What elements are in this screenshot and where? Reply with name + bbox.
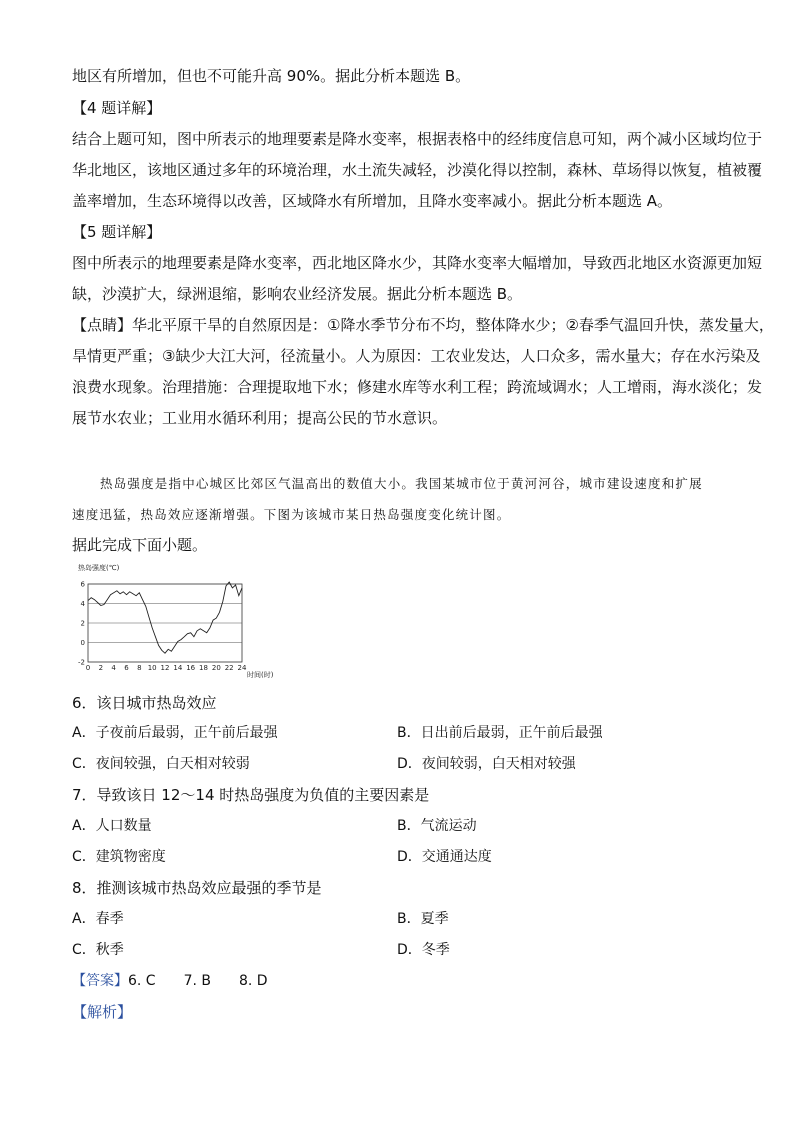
- answer-text: 6. C 7. B 8. D: [128, 973, 268, 989]
- chart-y-tick-label: 4: [80, 600, 85, 608]
- heat-island-chart: [72, 562, 292, 682]
- chart-x-tick-label: 2: [98, 664, 104, 672]
- answer-label: 【答案】: [72, 973, 128, 989]
- chart-x-tick-label: 14: [173, 664, 183, 672]
- paragraph-line: 浪费水现象。治理措施：合理提取地下水；修建水库等水利工程；跨流域调水；人工增雨，海水淡化；发: [72, 378, 763, 396]
- chart-x-axis-label: 时间(时): [247, 671, 274, 679]
- paragraph-line: 图中所表示的地理要素是降水变率，西北地区降水少，其降水变率大幅增加，导致西北地区水资源更加短: [72, 254, 763, 272]
- chart-x-tick-label: 4: [111, 664, 116, 672]
- tip-text: 华北平原干旱的自然原因是：①降水季节分布不均，整体降水少；②春季气温回升快，蒸发量大，: [132, 316, 774, 334]
- chart-x-tick-label: 22: [224, 664, 234, 672]
- paragraph-line: 盖率增加，生态环境得以改善，区域降水有所增加，且降水变率减小。据此分析本题选 A。: [72, 192, 673, 210]
- chart-svg: [72, 562, 292, 682]
- paragraph-line: 地区有所增加，但也不可能升高 90%。据此分析本题选 B。: [72, 67, 471, 85]
- section-heading-5: 【5 题详解】: [72, 223, 162, 241]
- option-a[interactable]: A．人口数量: [72, 818, 152, 834]
- intro-line: 速度迅猛，热岛效应逐渐增强。下图为该城市某日热岛强度变化统计图。: [72, 507, 511, 522]
- option-b[interactable]: B．夏季: [397, 911, 449, 927]
- chart-x-tick-label: 8: [137, 664, 142, 672]
- question-stem: 7．导致该日 12～14 时热岛强度为负值的主要因素是: [72, 786, 430, 804]
- option-d[interactable]: D．夜间较弱，白天相对较强: [397, 756, 576, 772]
- option-a[interactable]: A．子夜前后最弱，正午前后最强: [72, 725, 278, 741]
- chart-y-tick-label: 2: [80, 619, 85, 628]
- option-d[interactable]: D．交通通达度: [397, 849, 492, 865]
- chart-x-tick-label: 10: [147, 664, 157, 672]
- chart-x-tick-label: 24: [237, 664, 247, 672]
- paragraph-line: 旱情更严重；③缺少大江大河，径流量小。人为原因：工农业发达，人口众多，需水量大；存在水污染及: [72, 347, 761, 365]
- analysis-label: 【解析】: [72, 1003, 133, 1021]
- chart-x-tick-label: 16: [186, 664, 196, 672]
- chart-grid: [88, 584, 242, 662]
- chart-x-tick-label: 0: [85, 664, 91, 672]
- tip-line: [72, 315, 774, 335]
- option-b[interactable]: B．气流运动: [397, 818, 477, 834]
- chart-y-tick-label: 0: [80, 639, 85, 647]
- paragraph-line: 缺，沙漠扩大，绿洲退缩，影响农业经济发展。据此分析本题选 B。: [72, 285, 523, 303]
- option-c[interactable]: C．秋季: [72, 942, 124, 958]
- paragraph-line: 华北地区，该地区通过多年的环境治理，水土流失减轻，沙漠化得以控制，森林、草场得以恢复，植被覆: [72, 161, 763, 179]
- option-c[interactable]: C．夜间较强，白天相对较弱: [72, 756, 250, 772]
- option-d[interactable]: D．冬季: [397, 942, 450, 958]
- chart-x-tick-label: 6: [124, 664, 129, 672]
- answer-line: [72, 971, 732, 991]
- intro-line: 热岛强度是指中心城区比郊区气温高出的数值大小。我国某城市位于黄河河谷，城市建设速度和扩展: [100, 476, 703, 491]
- chart-x-tick-label: 12: [160, 664, 170, 672]
- question-stem: 6．该日城市热岛效应: [72, 694, 217, 712]
- option-b[interactable]: B．日出前后最弱，正午前后最强: [397, 725, 603, 741]
- chart-y-ticks: [78, 581, 86, 667]
- paragraph-line: 结合上题可知，图中所表示的地理要素是降水变率，根据表格中的经纬度信息可知，两个减小区域均位于: [72, 130, 763, 148]
- chart-y-axis-label: 热岛强度(℃): [78, 564, 120, 572]
- chart-x-ticks: [86, 664, 247, 672]
- chart-y-tick-label: -2: [78, 658, 85, 667]
- chart-x-tick-label: 20: [211, 664, 221, 672]
- option-c[interactable]: C．建筑物密度: [72, 849, 166, 865]
- question-stem: 8．推测该城市热岛效应最强的季节是: [72, 879, 322, 897]
- question-prompt: 据此完成下面小题。: [72, 536, 208, 554]
- option-a[interactable]: A．春季: [72, 911, 124, 927]
- chart-x-tick-label: 18: [199, 664, 208, 672]
- chart-y-tick-label: 6: [80, 580, 85, 589]
- paragraph-line: 展节水农业；工业用水循环利用；提高公民的节水意识。: [72, 409, 448, 427]
- section-heading-4: 【4 题详解】: [72, 99, 162, 117]
- tip-label: 【点睛】: [72, 316, 133, 334]
